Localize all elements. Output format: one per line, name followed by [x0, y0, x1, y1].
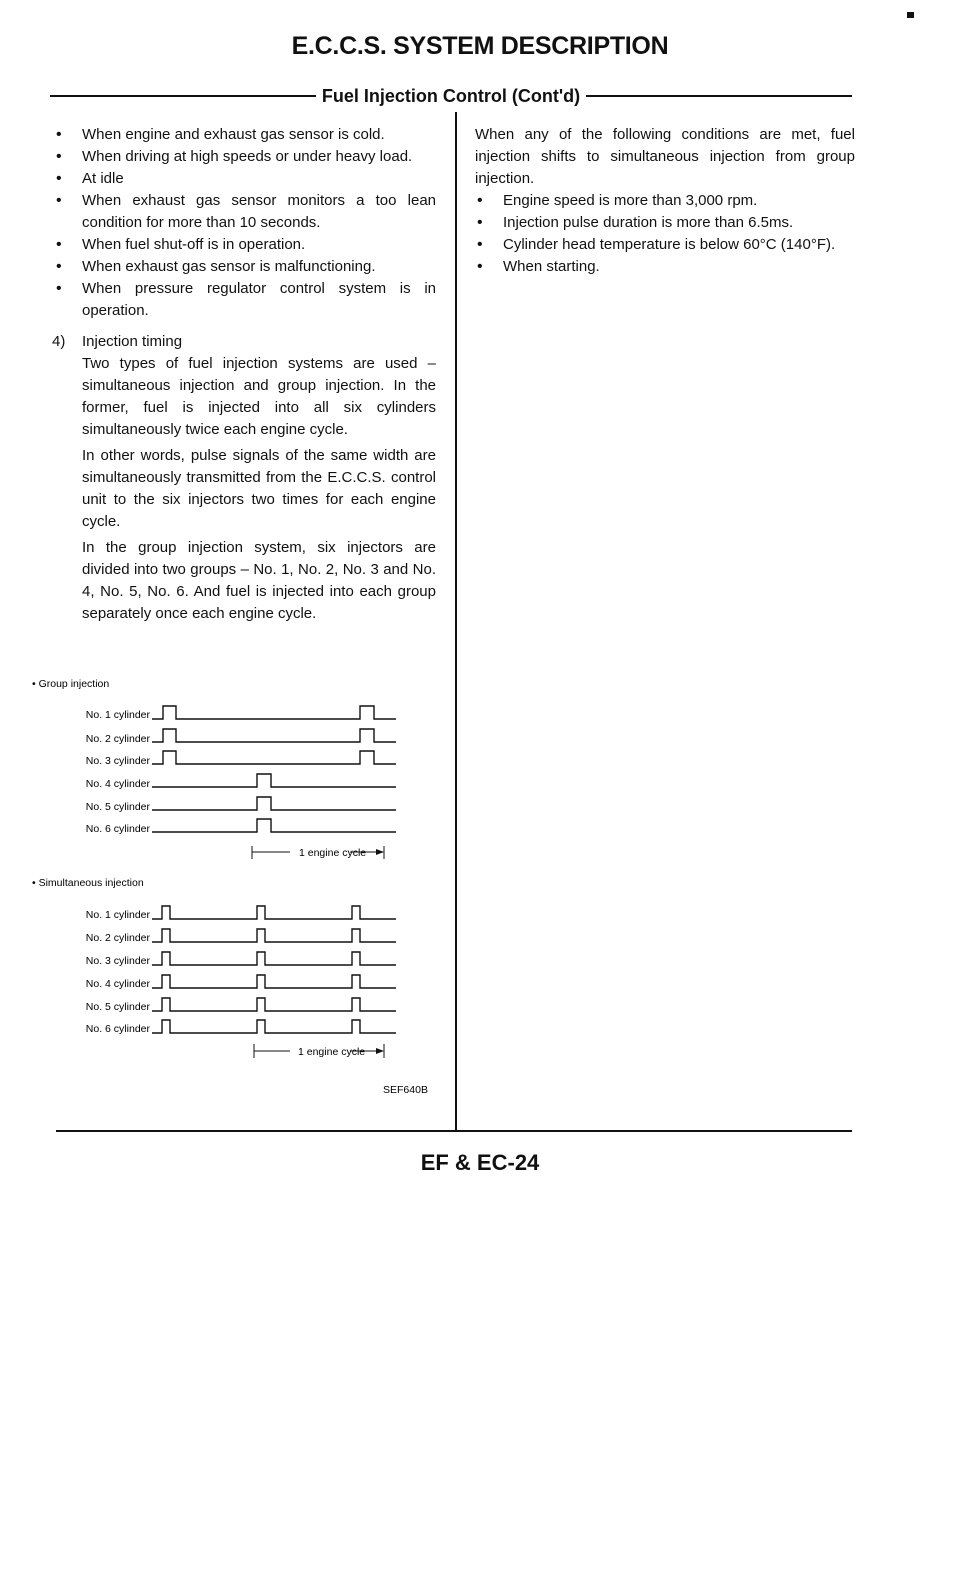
group-injection-waveforms [86, 706, 396, 835]
injection-pulse-waveform [152, 706, 396, 719]
shift-condition-item: • When starting. [475, 256, 855, 278]
group-injection-label: • Group injection [32, 678, 110, 690]
injection-timing-paragraph: Two types of fuel injection systems are used – simultaneous injection and group injection. In the former, fuel is injected into all six cylinders simultaneously twice each engine cycle. [82, 355, 436, 438]
cylinder-label: No. 4 cylinder [85, 978, 150, 990]
section-title: Fuel Injection Control (Cont'd) [321, 85, 581, 106]
figure-code: SEF640B [383, 1084, 428, 1096]
injection-timing-number: 4) [52, 333, 66, 350]
cylinder-label: No. 5 cylinder [85, 1001, 150, 1013]
condition-item: • At idle [52, 168, 436, 190]
page-title: E.C.C.S. SYSTEM DESCRIPTION [291, 32, 669, 60]
bottom-rule [56, 1130, 852, 1132]
cylinder-label: No. 2 cylinder [85, 932, 150, 944]
shift-condition-item: • Cylinder head temperature is below 60°C (140°F). [475, 234, 855, 256]
injection-pulse-waveform [152, 797, 396, 810]
injection-pulse-waveform [152, 774, 396, 787]
injection-pulse-waveform [152, 751, 396, 764]
cylinder-label: No. 3 cylinder [85, 755, 150, 767]
engine-cycle-label: 1 engine cycle [298, 1046, 366, 1058]
condition-item: • When pressure regulator control system is in operation. [52, 278, 436, 322]
simultaneous-injection-waveforms [86, 906, 396, 1035]
shift-condition-item: • Injection pulse duration is more than 6.5ms. [475, 212, 855, 234]
injection-pulse-waveform [152, 1020, 396, 1033]
cylinder-label: No. 1 cylinder [85, 909, 150, 921]
injection-timing-paragraph: In the group injection system, six injectors are divided into two groups – No. 1, No. 2, No. 3 and No. 4, No. 5, No. 6. And fuel is injected into each group separately once each engine cycle. [82, 539, 436, 622]
condition-item: • When driving at high speeds or under heavy load. [52, 146, 436, 168]
group-engine-cycle-indicator [252, 846, 384, 859]
right-intro: When any of the following conditions are met, fuel injection shifts to simultaneous injection from group injection. [475, 126, 855, 187]
injection-pulse-waveform [152, 906, 396, 919]
cylinder-label: No. 4 cylinder [85, 778, 150, 790]
cylinder-label: No. 1 cylinder [85, 709, 150, 721]
injection-pulse-waveform [152, 819, 396, 832]
simultaneous-injection-label: • Simultaneous injection [32, 877, 144, 889]
injection-pulse-waveform [152, 975, 396, 988]
cylinder-label: No. 5 cylinder [85, 801, 150, 813]
injection-pulse-waveform [152, 729, 396, 742]
engine-cycle-label: 1 engine cycle [299, 847, 367, 859]
condition-item: • When exhaust gas sensor is malfunctioning. [52, 256, 436, 278]
injection-timing-heading: Injection timing [82, 333, 183, 350]
injection-timing-paragraph: In other words, pulse signals of the same width are simultaneously transmitted from the E.C.C.S. control unit to the six injectors two times for each engine cycle. [82, 447, 436, 530]
injection-pulse-waveform [152, 929, 396, 942]
injection-pulse-waveform [152, 998, 396, 1011]
shift-condition-item: • Engine speed is more than 3,000 rpm. [475, 190, 855, 212]
cylinder-label: No. 2 cylinder [85, 733, 150, 745]
simultaneous-engine-cycle-indicator [254, 1044, 384, 1058]
condition-item: • When fuel shut-off is in operation. [52, 234, 436, 256]
injection-pulse-waveform [152, 952, 396, 965]
cylinder-label: No. 6 cylinder [85, 823, 150, 835]
cylinder-label: No. 6 cylinder [85, 1023, 150, 1035]
page-number: EF & EC-24 [420, 1150, 540, 1175]
cylinder-label: No. 3 cylinder [85, 955, 150, 967]
condition-item: • When exhaust gas sensor monitors a too lean condition for more than 10 seconds. [52, 190, 436, 234]
condition-item: • When engine and exhaust gas sensor is cold. [52, 124, 436, 146]
